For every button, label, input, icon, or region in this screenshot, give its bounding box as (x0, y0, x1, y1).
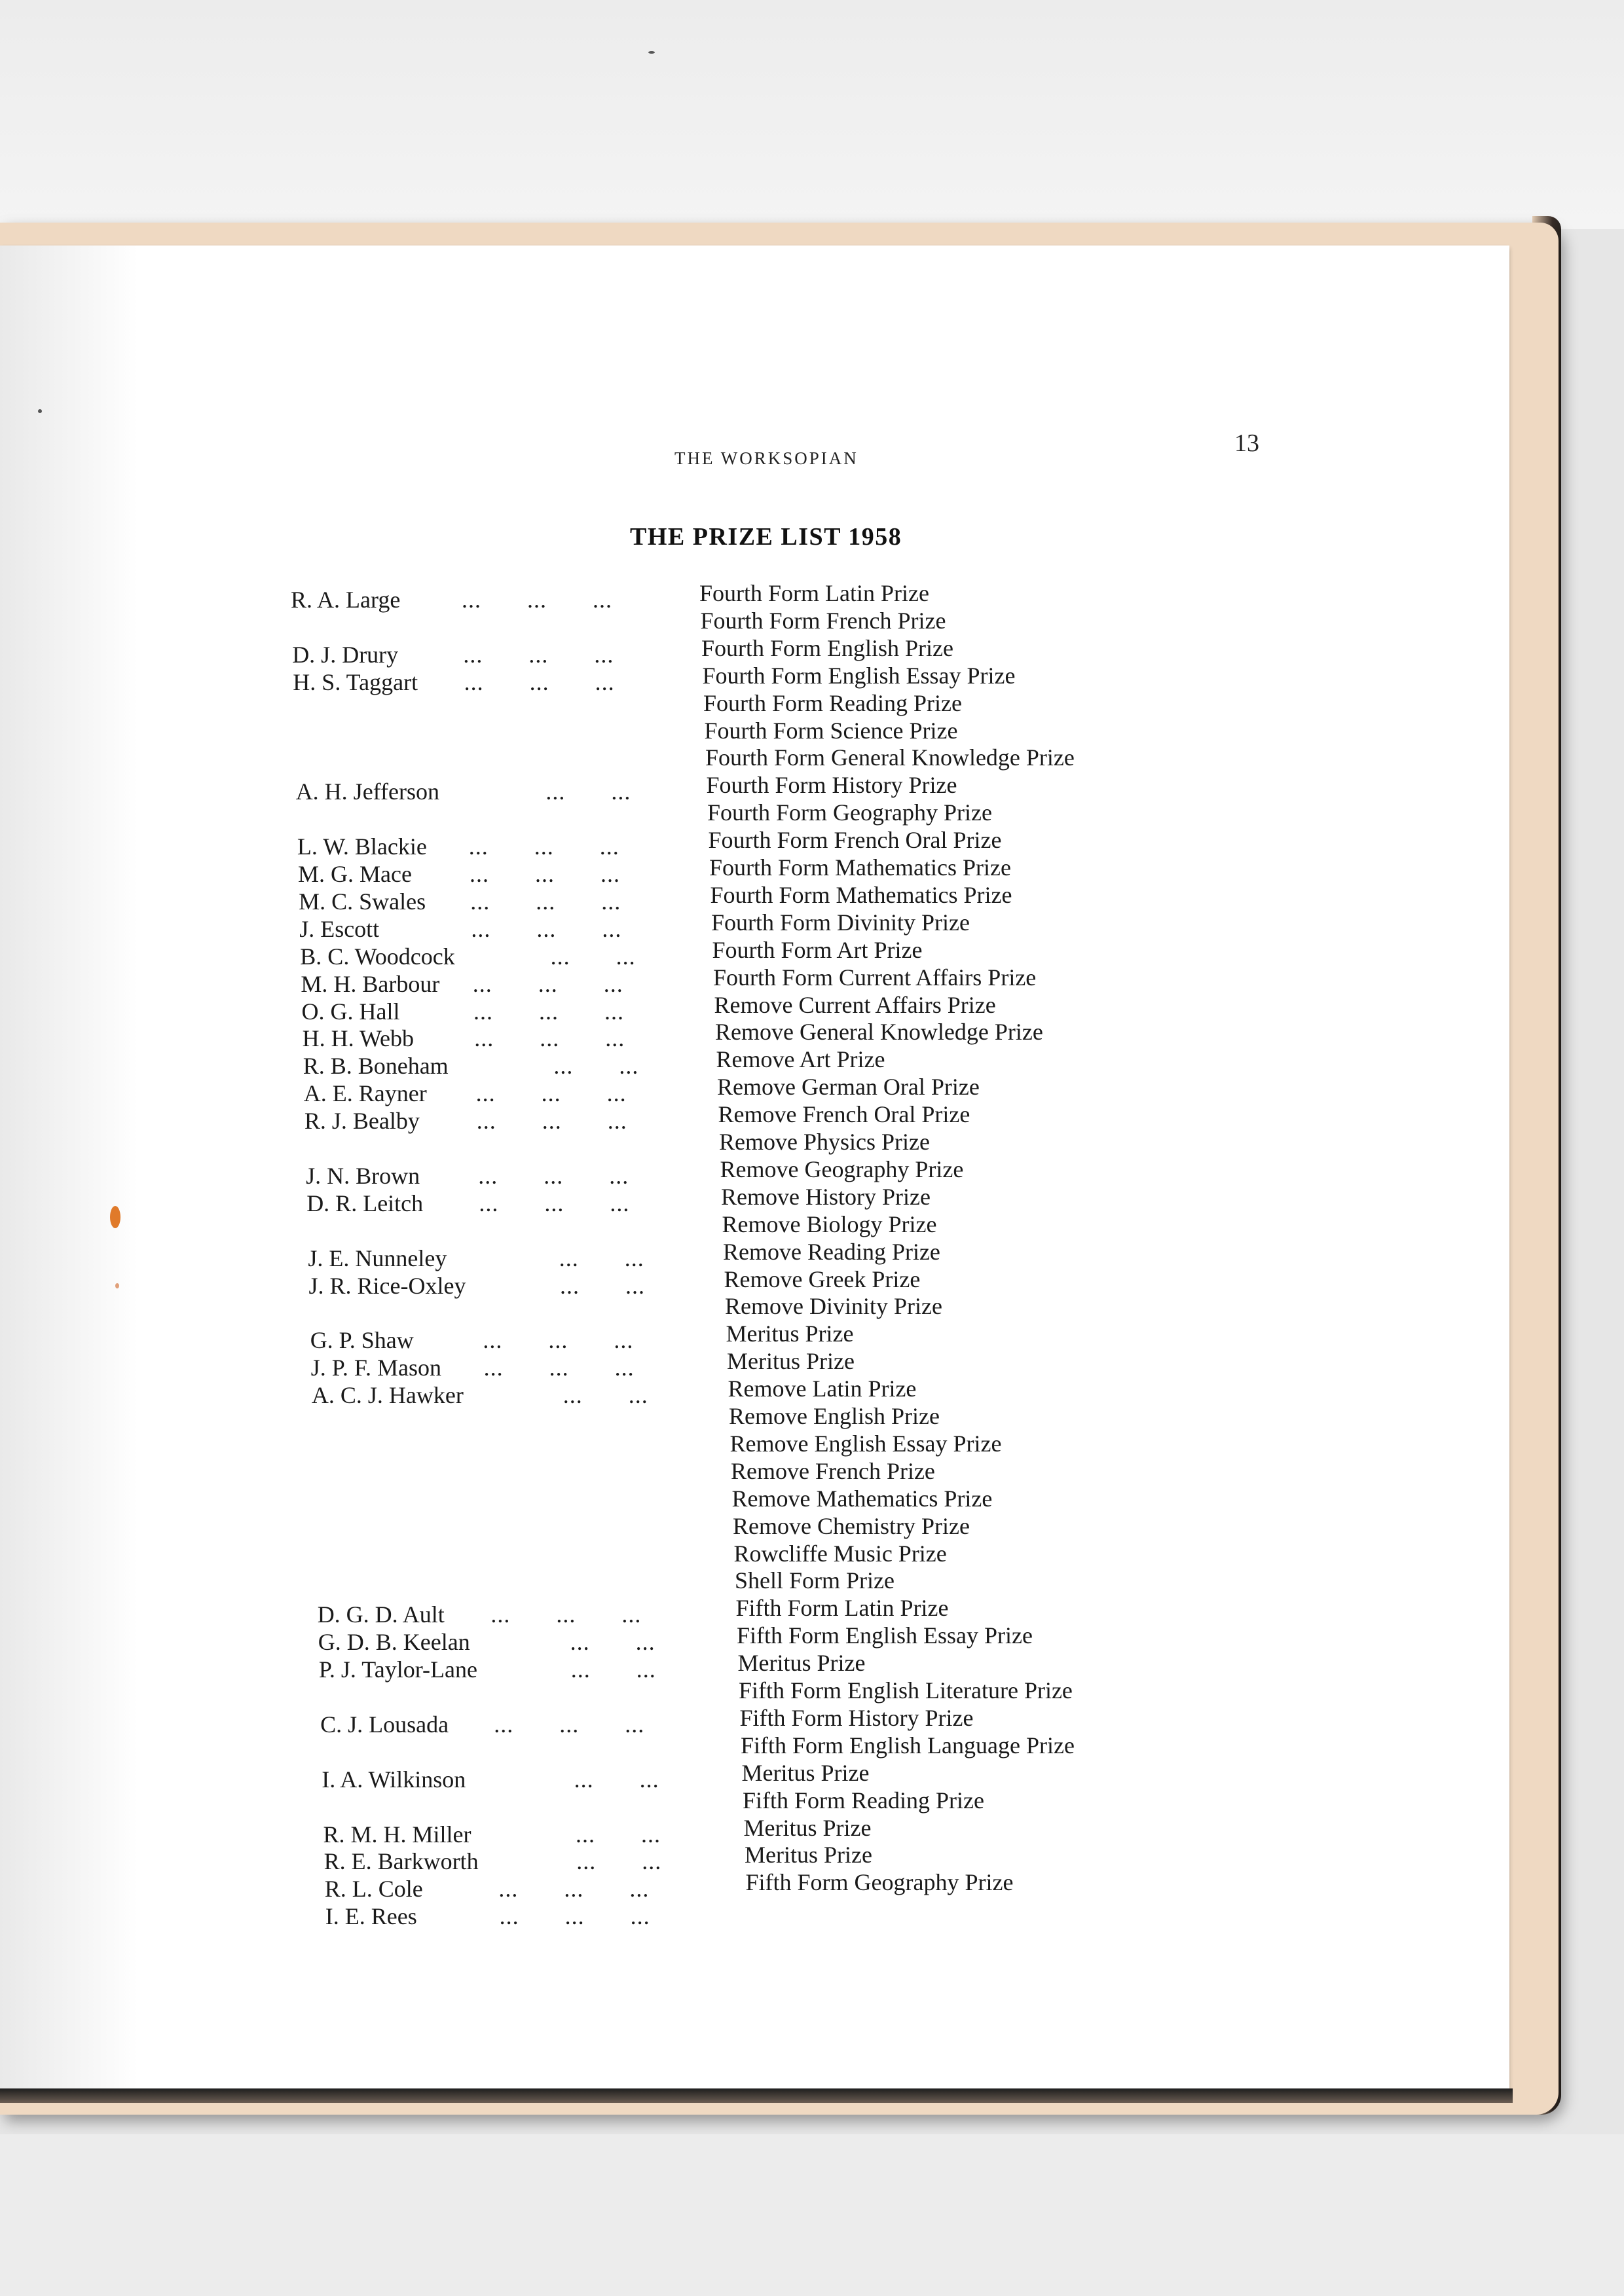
student-name: I. A. Wilkinson (322, 1766, 466, 1793)
student-name: R. E. Barkworth (323, 1848, 479, 1875)
prize-entry: Fifth Form Reading Prize (743, 1787, 984, 1813)
leader-dots: ... ... ... (464, 668, 615, 695)
prize-entry: Fourth Form English Prize (701, 634, 953, 661)
prize-entry: Meritus Prize (745, 1842, 872, 1868)
student-name: J. N. Brown (306, 1162, 420, 1189)
student-name: H. H. Webb (302, 1025, 415, 1052)
leader-dots: ... ... (550, 943, 636, 970)
student-name: J. P. F. Mason (310, 1355, 441, 1381)
prize-entry: Remove Reading Prize (723, 1238, 940, 1265)
leader-dots: ... ... (545, 778, 631, 805)
prize-entry: Fourth Form Mathematics Prize (709, 854, 1011, 881)
prize-entry: Remove History Prize (721, 1183, 931, 1210)
leader-dots: ... ... (574, 1766, 659, 1793)
student-name: G. P. Shaw (310, 1327, 414, 1354)
prize-entry: Fifth Form English Literature Prize (739, 1677, 1073, 1704)
leader-dots: ... ... ... (498, 1876, 650, 1903)
prize-entry: Fifth Form English Essay Prize (737, 1622, 1033, 1649)
student-name: D. R. Leitch (306, 1190, 424, 1216)
leader-dots: ... ... ... (474, 1025, 625, 1052)
prize-entry: Fourth Form French Prize (700, 607, 946, 634)
prize-entry: Fourth Form Latin Prize (699, 580, 929, 606)
prize-entry: Fifth Form Geography Prize (745, 1869, 1014, 1896)
prize-entry: Remove Geography Prize (720, 1156, 964, 1182)
leader-dots: ... ... (563, 1382, 648, 1409)
student-name: A. C. J. Hawker (311, 1382, 464, 1409)
leader-dots: ... ... ... (468, 833, 619, 860)
student-name: D. G. D. Ault (317, 1601, 445, 1628)
prize-entry: Remove Mathematics Prize (731, 1485, 993, 1512)
leader-dots: ... ... ... (463, 641, 614, 668)
leader-dots: ... ... ... (472, 970, 623, 997)
leader-dots: ... ... (576, 1848, 662, 1875)
prize-entry: Fourth Form Science Prize (704, 717, 958, 744)
student-name: H. S. Taggart (293, 668, 418, 695)
prize-entry: Meritus Prize (741, 1759, 870, 1786)
prize-entry: Fourth Form Geography Prize (707, 799, 992, 826)
student-name: O. G. Hall (301, 998, 400, 1025)
prize-entry: Remove Chemistry Prize (733, 1512, 970, 1539)
leader-dots: ... ... (553, 1053, 639, 1080)
prize-entry: Rowcliffe Music Prize (733, 1540, 947, 1567)
student-name: M. G. Mace (298, 861, 412, 887)
prize-entry: Fourth Form French Oral Prize (708, 827, 1002, 854)
prize-entry: Remove Biology Prize (722, 1211, 937, 1237)
student-name: J. Escott (299, 915, 380, 942)
prize-entry: Remove Greek Prize (724, 1266, 921, 1292)
prize-entry: Fifth Form History Prize (739, 1704, 974, 1731)
prize-entry: Remove Latin Prize (728, 1376, 917, 1402)
student-name: R. B. Boneham (303, 1053, 449, 1080)
running-head: THE WORKSOPIAN (674, 448, 858, 468)
prize-entry: Meritus Prize (726, 1321, 854, 1347)
student-name: B. C. Woodcock (300, 943, 455, 970)
prize-entry: Remove French Prize (731, 1457, 935, 1484)
scan-background-top (0, 0, 1624, 229)
leader-dots: ... ... ... (471, 915, 622, 942)
student-name: M. H. Barbour (301, 970, 440, 997)
student-name: P. J. Taylor-Lane (318, 1656, 477, 1683)
leader-dots: ... ... (570, 1629, 655, 1656)
student-name: G. D. B. Keelan (318, 1629, 470, 1656)
prize-entry: Meritus Prize (727, 1348, 855, 1375)
leader-dots: ... ... (559, 1245, 644, 1271)
student-name: J. R. Rice-Oxley (308, 1272, 466, 1299)
prize-entry: Remove Current Affairs Prize (714, 991, 996, 1018)
prize-entry: Fifth Form English Language Prize (741, 1732, 1075, 1758)
leader-dots: ... ... ... (473, 998, 624, 1025)
prize-entry: Remove Art Prize (716, 1046, 885, 1073)
student-name: R. L. Cole (324, 1876, 423, 1903)
prize-entry: Meritus Prize (737, 1650, 866, 1677)
prize-entry: Remove French Oral Prize (718, 1101, 970, 1128)
leader-dots: ... ... ... (499, 1903, 650, 1930)
student-name: L. W. Blackie (297, 833, 427, 860)
prize-entry: Fifth Form Latin Prize (735, 1595, 949, 1622)
prize-entry: Remove General Knowledge Prize (715, 1019, 1043, 1046)
leader-dots: ... ... ... (475, 1080, 627, 1107)
prize-entry: Fourth Form History Prize (706, 772, 957, 799)
student-name: R. M. H. Miller (323, 1821, 471, 1848)
prize-entry: Fourth Form Reading Prize (703, 689, 962, 716)
student-name: R. A. Large (291, 587, 401, 613)
leader-dots: ... ... ... (483, 1355, 635, 1381)
student-name: M. C. Swales (299, 888, 426, 915)
leader-dots: ... ... ... (478, 1162, 629, 1189)
prize-entry: Meritus Prize (743, 1814, 872, 1841)
prize-entry: Remove English Prize (729, 1403, 940, 1429)
orange-stain (110, 1206, 120, 1228)
student-name: I. E. Rees (325, 1903, 417, 1930)
leader-dots: ... ... ... (470, 888, 621, 915)
prize-entry: Remove German Oral Prize (717, 1074, 980, 1101)
page-bottom-edge (0, 2088, 1513, 2103)
prize-entry: Fourth Form Art Prize (712, 936, 923, 963)
leader-dots: ... ... ... (494, 1711, 645, 1738)
prize-entry: Fourth Form General Knowledge Prize (705, 744, 1075, 771)
scan-background-bottom (0, 2134, 1624, 2296)
page-title: THE PRIZE LIST 1958 (630, 523, 902, 551)
page-number: 13 (1234, 429, 1259, 457)
speck-mark (38, 409, 42, 413)
student-name: A. H. Jefferson (295, 778, 439, 805)
prize-entry: Fourth Form Mathematics Prize (710, 881, 1012, 908)
leader-dots: ... ... ... (462, 587, 612, 613)
leader-dots: ... ... ... (483, 1327, 634, 1354)
leader-dots: ... ... ... (479, 1190, 630, 1216)
prize-entry: Remove English Essay Prize (729, 1430, 1002, 1457)
leader-dots: ... ... ... (490, 1601, 642, 1628)
student-name: C. J. Lousada (320, 1711, 449, 1738)
page-gutter-shadow (0, 246, 138, 2095)
leader-dots: ... ... (570, 1656, 656, 1683)
leader-dots: ... ... ... (470, 861, 620, 887)
student-name: D. J. Drury (292, 641, 399, 668)
prize-entry: Fourth Form English Essay Prize (702, 662, 1016, 689)
student-name: R. J. Bealby (304, 1108, 420, 1135)
leader-dots: ... ... (576, 1821, 661, 1848)
leader-dots: ... ... ... (476, 1108, 627, 1135)
prize-entry: Shell Form Prize (735, 1567, 895, 1594)
speck-mark (648, 51, 655, 54)
leader-dots: ... ... (560, 1272, 645, 1299)
prize-entry: Remove Divinity Prize (725, 1293, 942, 1320)
prize-entry: Fourth Form Divinity Prize (711, 909, 970, 936)
small-stain (115, 1283, 119, 1288)
prize-entry: Remove Physics Prize (719, 1129, 930, 1155)
prize-entry: Fourth Form Current Affairs Prize (713, 964, 1037, 991)
student-name: A. E. Rayner (303, 1080, 427, 1107)
student-name: J. E. Nunneley (308, 1245, 447, 1271)
